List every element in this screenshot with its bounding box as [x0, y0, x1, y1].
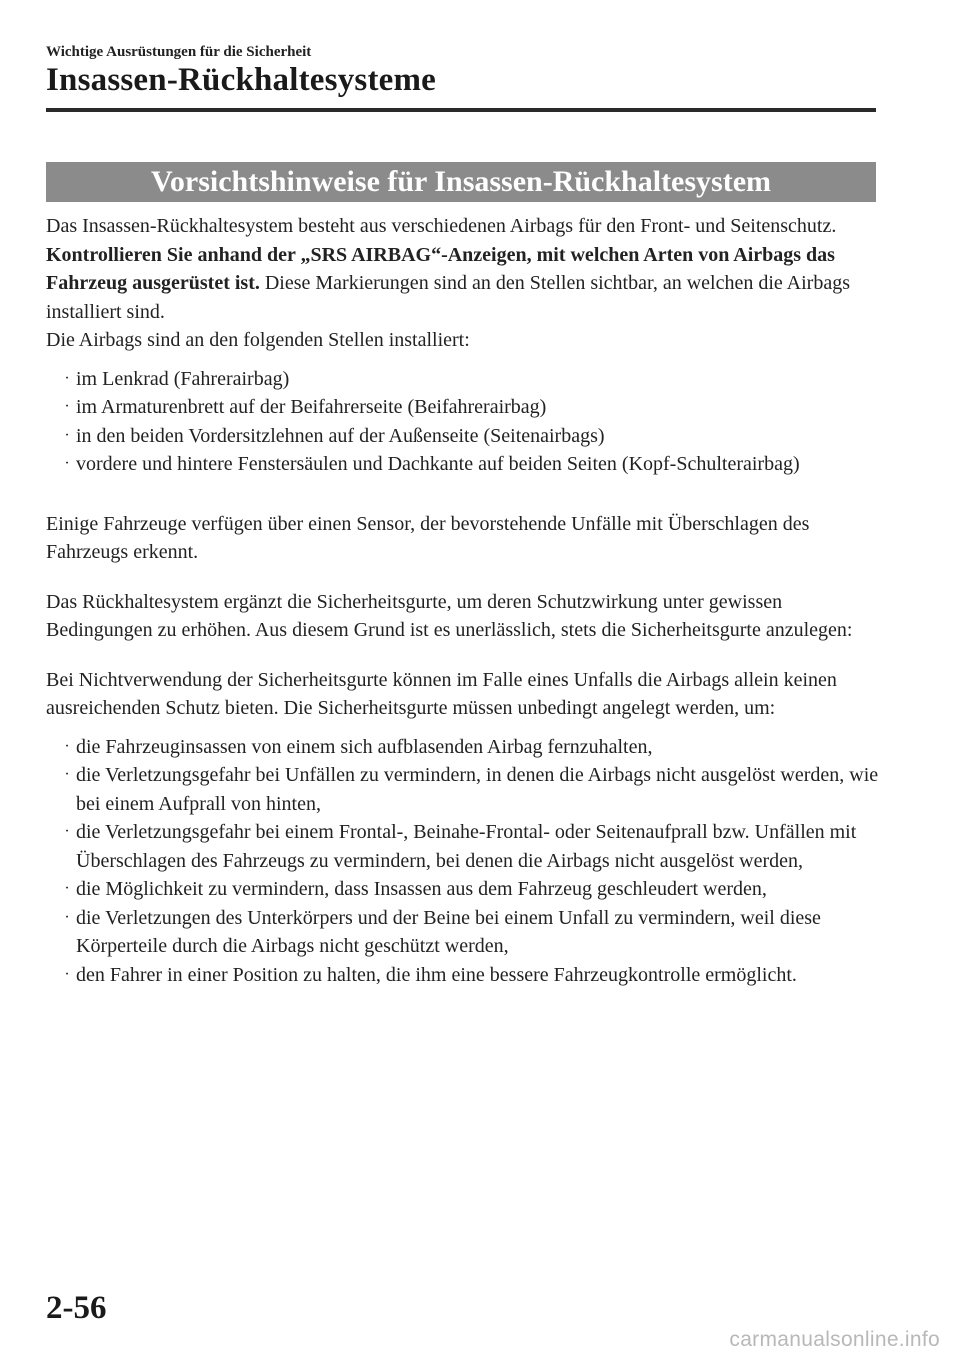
list-item-text: im Armaturenbrett auf der Beifahrerseite (Beifahrerairbag)	[76, 396, 547, 418]
spacer	[46, 479, 886, 500]
list-item	[62, 365, 886, 394]
chapter-divider	[46, 108, 876, 112]
list-item-text: vordere und hintere Fenstersäulen und Dachkante auf beiden Seiten (Kopf-Schulterairbag)	[76, 453, 800, 475]
list-item-text: die Verletzungsgefahr bei einem Frontal-, Beinahe-Frontal- oder Seitenaufprall bzw. Unfällen mit Überschlagen des Fahrzeugs zu vermindern, bei denen die Airbags nicht ausgelöst werden,	[76, 821, 857, 872]
bullet-icon: ·	[64, 823, 70, 840]
section-kicker: Wichtige Ausrüstungen für die Sicherheit	[46, 44, 312, 60]
spacer	[46, 355, 886, 365]
list-item-text: die Fahrzeuginsassen von einem sich aufblasenden Airbag fernzuhalten,	[76, 735, 653, 758]
bullet-icon: ·	[64, 908, 70, 926]
list-item	[62, 818, 886, 875]
list-item-text: in den beiden Vordersitzlehnen auf der Außenseite (Seitenairbags)	[76, 424, 605, 447]
list-item-text: die Möglichkeit zu vermindern, dass Insassen aus dem Fahrzeug geschleudert werden,	[76, 878, 767, 900]
section-banner-title: Vorsichtshinweise für Insassen-Rückhaltesystem	[150, 165, 772, 198]
chapter-title: Insassen-Rückhaltesysteme	[46, 62, 437, 98]
bullet-icon: ·	[64, 426, 70, 444]
list-item	[62, 875, 886, 904]
airbag-locations-list	[46, 365, 886, 479]
watermark: carmanualsonline.info	[729, 1328, 940, 1351]
bullet-icon: ·	[64, 369, 70, 387]
list-item-text: den Fahrer in einer Position zu halten, die ihm eine bessere Fahrzeugkontrolle ermöglicht.	[76, 963, 797, 986]
list-item	[62, 450, 886, 479]
spacer	[46, 567, 886, 588]
list-item	[62, 393, 886, 422]
bullet-icon: ·	[64, 455, 70, 472]
bullet-icon: ·	[64, 965, 70, 983]
spacer	[46, 645, 886, 666]
belts-paragraph: Bei Nichtverwendung der Sicherheitsgurte können im Falle eines Unfalls die Airbags allein keinen ausreichenden Schutz bieten. Die Sicherheitsgurte müssen unbedingt angelegt werden, um:	[46, 668, 837, 719]
sensor-paragraph: Einige Fahrzeuge verfügen über einen Sensor, der bevorstehende Unfälle mit Überschlagen des Fahrzeugs erkennt.	[46, 512, 810, 563]
content-body	[46, 212, 886, 989]
bullet-icon: ·	[64, 766, 70, 783]
list-item	[62, 961, 886, 990]
locations-lead: Die Airbags sind an den folgenden Stellen installiert:	[46, 329, 470, 351]
bullet-icon: ·	[64, 880, 70, 897]
intro-text-2: Diese Markierungen sind an den Stellen sichtbar, an welchen die Airbags installiert sind.	[46, 272, 850, 323]
page-number: 2-56	[46, 1290, 107, 1326]
bullet-icon: ·	[64, 737, 70, 755]
intro-text-bold: Kontrollieren Sie anhand der „SRS AIRBAG“-Anzeigen, mit welchen Arten von Airbags das Fahrzeug ausgerüstet ist.	[46, 243, 835, 294]
belt-reasons-list	[46, 733, 886, 990]
supplement-paragraph: Das Rückhaltesystem ergänzt die Sicherheitsgurte, um deren Schutzwirkung unter gewissen Bedingungen zu erhöhen. Aus diesem Grund ist es unerlässlich, stets die Sicherheitsgurte anzulegen:	[46, 590, 853, 641]
list-item-text: im Lenkrad (Fahrerairbag)	[76, 367, 290, 390]
list-item-text: die Verletzungsgefahr bei Unfällen zu vermindern, in denen die Airbags nicht ausgelöst werden, wie bei einem Aufprall von hinten,	[76, 764, 879, 815]
section-banner	[46, 162, 876, 202]
spacer	[46, 723, 886, 733]
intro-paragraph	[46, 212, 886, 326]
list-item	[62, 904, 886, 961]
list-item	[62, 733, 886, 762]
spacer	[46, 500, 886, 510]
list-item	[62, 761, 886, 818]
intro-text-1: Das Insassen-Rückhaltesystem besteht aus verschiedenen Airbags für den Front- und Seitenschutz.	[46, 215, 837, 237]
list-item-text: die Verletzungen des Unterkörpers und der Beine bei einem Unfall zu vermindern, weil diese Körperteile durch die Airbags nicht geschützt werden,	[76, 906, 821, 957]
bullet-icon: ·	[64, 398, 70, 415]
list-item	[62, 422, 886, 451]
